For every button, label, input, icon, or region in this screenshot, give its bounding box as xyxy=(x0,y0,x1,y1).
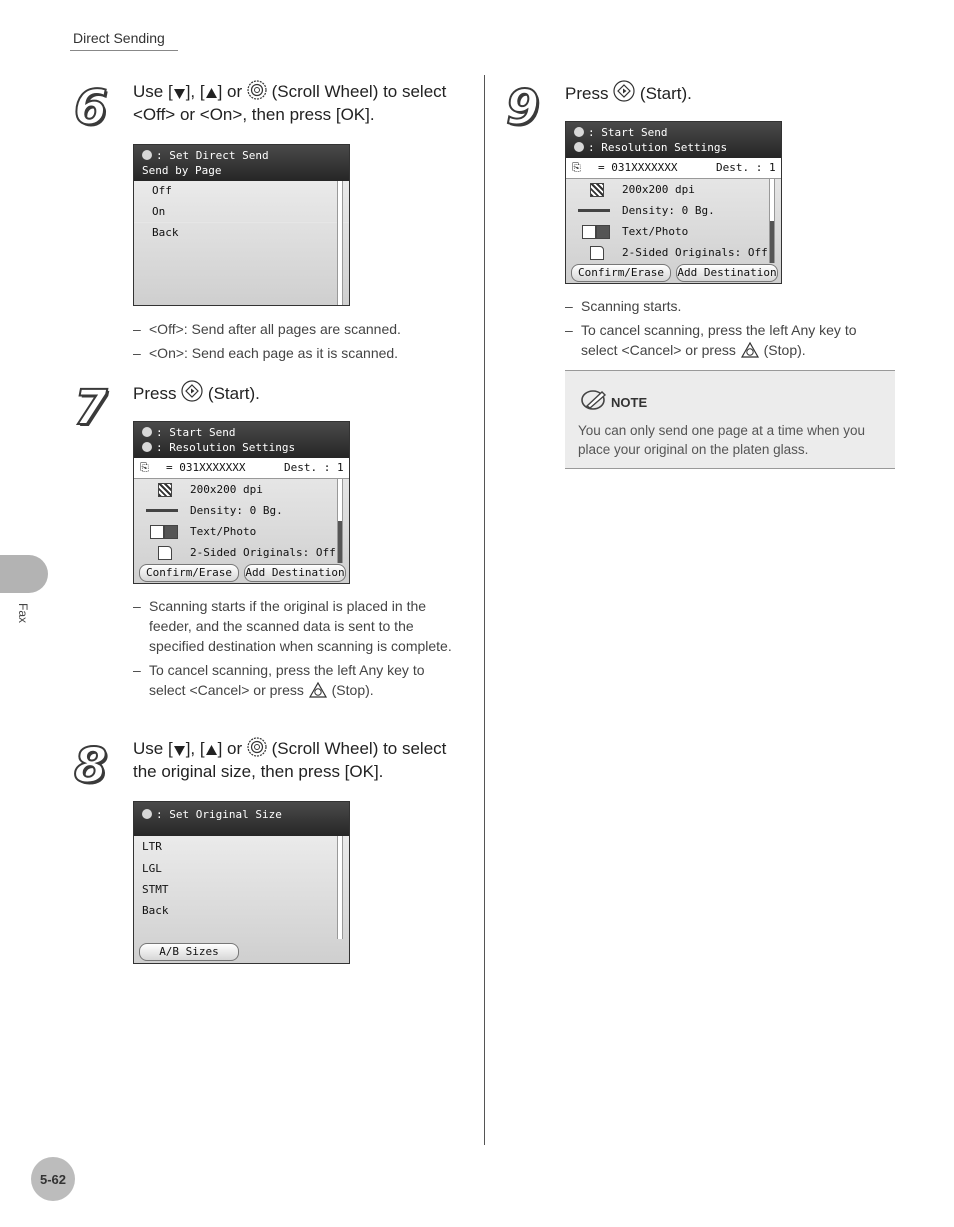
header-rule xyxy=(70,50,178,51)
menu-item-back[interactable]: Back xyxy=(152,226,179,239)
step-7-number: 7 xyxy=(74,380,108,436)
list-item: – Scanning starts if the original is placed in the feeder, and the scanned data is sent to the specified destination when scanning is complete. xyxy=(133,598,452,654)
step-9-notes xyxy=(565,296,890,364)
up-triangle-key-icon xyxy=(205,87,218,100)
two-sided-icon xyxy=(590,246,604,260)
chapter-tab xyxy=(0,555,48,593)
chapter-tab-label: Fax xyxy=(16,603,30,624)
start-key-icon xyxy=(142,427,152,437)
screen-header: : Set Original Size xyxy=(134,802,349,836)
screen-header: : Set Direct Send Send by Page xyxy=(134,145,349,181)
resolution-icon xyxy=(590,183,604,197)
fax-destination-icon: ⎘ xyxy=(572,161,581,174)
ok-key-icon xyxy=(142,809,152,819)
down-triangle-key-icon xyxy=(173,87,186,100)
list-item: – To cancel scanning, press the left Any key to select <Cancel> or press (Stop). xyxy=(565,322,857,358)
setting-resolution[interactable]: 200x200 dpi xyxy=(566,179,781,200)
add-destination-button[interactable]: Add Destination xyxy=(676,264,778,282)
fax-destination-icon: ⎘ xyxy=(140,461,149,474)
two-sided-icon xyxy=(158,546,172,560)
setting-density[interactable]: Density: 0 Bg. xyxy=(566,200,781,221)
stop-key-icon xyxy=(740,341,760,358)
menu-item-stmt[interactable]: STMT xyxy=(142,883,169,896)
stop-key-icon xyxy=(308,681,328,698)
step-8-instruction: Use [ ], [ ] or (Scroll Wheel) to select the original size, then press [OK]. xyxy=(133,739,447,781)
confirm-erase-button[interactable]: Confirm/Erase xyxy=(571,264,671,282)
confirm-erase-button[interactable]: Confirm/Erase xyxy=(139,564,239,582)
list-item: – <Off>: Send after all pages are scanned. xyxy=(133,321,401,337)
column-divider xyxy=(484,75,485,1145)
set-original-size-screen xyxy=(133,801,350,964)
resolution-icon xyxy=(158,483,172,497)
note-title: NOTE xyxy=(611,395,648,410)
start-key-icon xyxy=(181,380,203,402)
menu-item-off[interactable]: Off xyxy=(134,181,349,202)
scrollbar[interactable] xyxy=(337,181,343,306)
step-7-notes xyxy=(133,596,458,704)
down-triangle-key-icon xyxy=(173,744,186,757)
up-triangle-key-icon xyxy=(205,744,218,757)
start-send-screen xyxy=(133,421,350,584)
scroll-wheel-icon xyxy=(247,737,267,757)
photo-icon xyxy=(596,225,610,239)
menu-item-back[interactable]: Back xyxy=(142,904,169,917)
menu-item-lgl[interactable]: LGL xyxy=(142,862,162,875)
list-item: – <On>: Send each page as it is scanned. xyxy=(133,345,399,361)
text-photo-icon xyxy=(150,525,164,539)
page-number: 5-62 xyxy=(31,1157,75,1201)
scrollbar-thumb[interactable] xyxy=(770,221,774,263)
ok-key-icon xyxy=(142,442,152,452)
ok-key-icon xyxy=(142,150,152,160)
density-slider-icon xyxy=(578,209,610,212)
setting-density[interactable]: Density: 0 Bg. xyxy=(134,500,349,521)
scrollbar[interactable] xyxy=(337,836,343,939)
menu-item-on[interactable]: On xyxy=(134,202,349,223)
note-box xyxy=(565,370,895,469)
step-7-instruction: Press (Start). xyxy=(133,380,473,405)
menu-item-ltr[interactable]: LTR xyxy=(134,836,349,858)
scrollbar[interactable] xyxy=(337,479,343,563)
setting-original-type[interactable]: Text/Photo xyxy=(566,221,781,242)
start-send-screen xyxy=(565,121,782,284)
scrollbar-thumb[interactable] xyxy=(338,521,342,563)
screen-header: : Start Send : Resolution Settings xyxy=(134,422,349,458)
setting-resolution[interactable]: 200x200 dpi xyxy=(134,479,349,500)
ab-sizes-button[interactable]: A/B Sizes xyxy=(139,943,239,961)
section-title: Direct Sending xyxy=(73,30,165,46)
text-photo-icon xyxy=(582,225,596,239)
ok-key-icon xyxy=(574,142,584,152)
start-key-icon xyxy=(613,80,635,102)
step-8-number: 8 xyxy=(74,738,108,794)
screen-header: : Start Send : Resolution Settings xyxy=(566,122,781,158)
setting-two-sided[interactable]: 2-Sided Originals: Off xyxy=(566,242,781,263)
scroll-wheel-icon xyxy=(247,80,267,100)
start-key-icon xyxy=(574,127,584,137)
list-item: – To cancel scanning, press the left Any key to select <Cancel> or press (Stop). xyxy=(133,662,425,698)
step-6-number: 6 xyxy=(74,80,108,136)
setting-two-sided[interactable]: 2-Sided Originals: Off xyxy=(134,542,349,563)
destination-row[interactable]: ⎘ = 031XXXXXXX Dest. : 1 xyxy=(566,158,781,179)
setting-original-type[interactable]: Text/Photo xyxy=(134,521,349,542)
photo-icon xyxy=(164,525,178,539)
destination-row[interactable]: ⎘ = 031XXXXXXX Dest. : 1 xyxy=(134,458,349,479)
note-pencil-icon xyxy=(581,389,607,411)
step-6-notes xyxy=(133,319,453,367)
list-item: – Scanning starts. xyxy=(565,298,682,314)
density-slider-icon xyxy=(146,509,178,512)
set-direct-send-screen xyxy=(133,144,350,306)
step-9-number: 9 xyxy=(506,80,540,136)
add-destination-button[interactable]: Add Destination xyxy=(244,564,346,582)
scrollbar[interactable] xyxy=(769,179,775,263)
step-6-instruction: Use [ ], [ ] or (Scroll Wheel) to select <Off> or <On>, then press [OK]. xyxy=(133,82,447,124)
note-text: You can only send one page at a time when you place your original on the platen glass. xyxy=(578,423,865,457)
step-9-instruction: Press (Start). xyxy=(565,80,885,105)
